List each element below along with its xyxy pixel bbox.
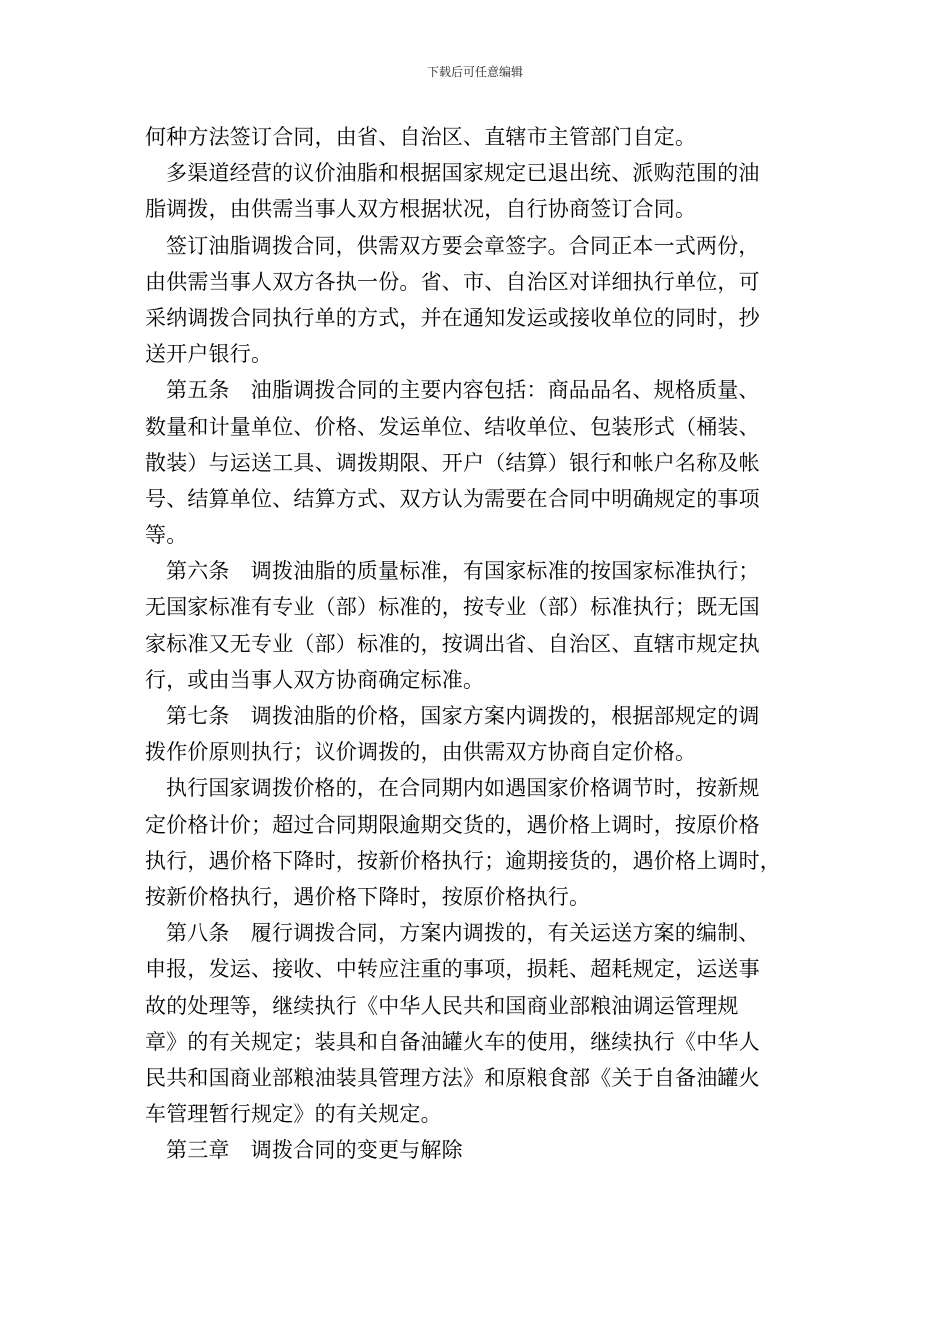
body-line: 何种方法签订合同，由省、自治区、直辖市主管部门自定。 [145, 125, 697, 149]
body-line: 章》的有关规定；装具和自备油罐火车的使用，继续执行《中华人 [145, 1029, 760, 1054]
body-line: 由供需当事人双方各执一份。省、市、自治区对详细执行单位，可 [145, 269, 760, 294]
body-line: 第五条 油脂调拨合同的主要内容包括：商品品名、规格质量、 [166, 378, 760, 403]
body-line: 脂调拨，由供需当事人双方根据状况，自行协商签订合同。 [145, 197, 697, 222]
chapter-heading: 第三章 调拨合同的变更与解除 [166, 1138, 463, 1163]
body-line: 第七条 调拨油脂的价格，国家方案内调拨的，根据部规定的调 [166, 704, 760, 728]
body-line: 第六条 调拨油脂的质量标准，有国家标准的按国家标准执行； [166, 559, 760, 584]
body-line: 多渠道经营的议价油脂和根据国家规定已退出统、派购范围的油 [166, 161, 760, 186]
document-body [145, 119, 825, 1168]
body-line: 执行国家调拨价格的，在合同期内如遇国家价格调节时，按新规 [166, 776, 760, 801]
body-line: 执行，遇价格下降时，按新价格执行；逾期接货的，遇价格上调时， [145, 848, 781, 873]
body-line: 民共和国商业部粮油装具管理方法》和原粮食部《关于自备油罐火 [145, 1065, 760, 1090]
body-line: 第八条 履行调拨合同，方案内调拨的，有关运送方案的编制、 [166, 921, 760, 946]
body-line: 行，或由当事人双方协商确定标准。 [145, 667, 485, 692]
body-line: 采纳调拨合同执行单的方式，并在通知发运或接收单位的同时，抄 [145, 305, 760, 330]
body-line: 定价格计价；超过合同期限逾期交货的，遇价格上调时，按原价格 [145, 812, 760, 837]
body-line: 签订油脂调拨合同，供需双方要会章签字。合同正本一式两份， [166, 233, 760, 258]
body-line: 数量和计量单位、价格、发运单位、结收单位、包装形式（桶装、 [145, 414, 760, 439]
body-line: 散装）与运送工具、调拨期限、开户（结算）银行和帐户名称及帐 [145, 450, 760, 475]
body-line: 家标准又无专业（部）标准的，按调出省、自治区、直辖市规定执 [145, 631, 760, 656]
body-line: 等。 [145, 523, 188, 548]
body-line: 号、结算单位、结算方式、双方认为需要在合同中明确规定的事项 [145, 486, 760, 511]
body-line: 拨作价原则执行；议价调拨的，由供需双方协商自定价格。 [145, 740, 697, 765]
body-line: 按新价格执行，遇价格下降时，按原价格执行。 [145, 884, 591, 909]
body-line: 故的处理等，继续执行《中华人民共和国商业部粮油调运管理规 [145, 993, 739, 1018]
body-line: 无国家标准有专业（部）标准的，按专业（部）标准执行；既无国 [145, 595, 760, 620]
page-header: 下载后可任意编辑 [426, 65, 523, 79]
body-line: 申报，发运、接收、中转应注重的事项，损耗、超耗规定，运送事 [145, 957, 760, 982]
body-line: 送开户银行。 [145, 342, 273, 367]
body-line: 车管理暂行规定》的有关规定。 [145, 1102, 442, 1127]
